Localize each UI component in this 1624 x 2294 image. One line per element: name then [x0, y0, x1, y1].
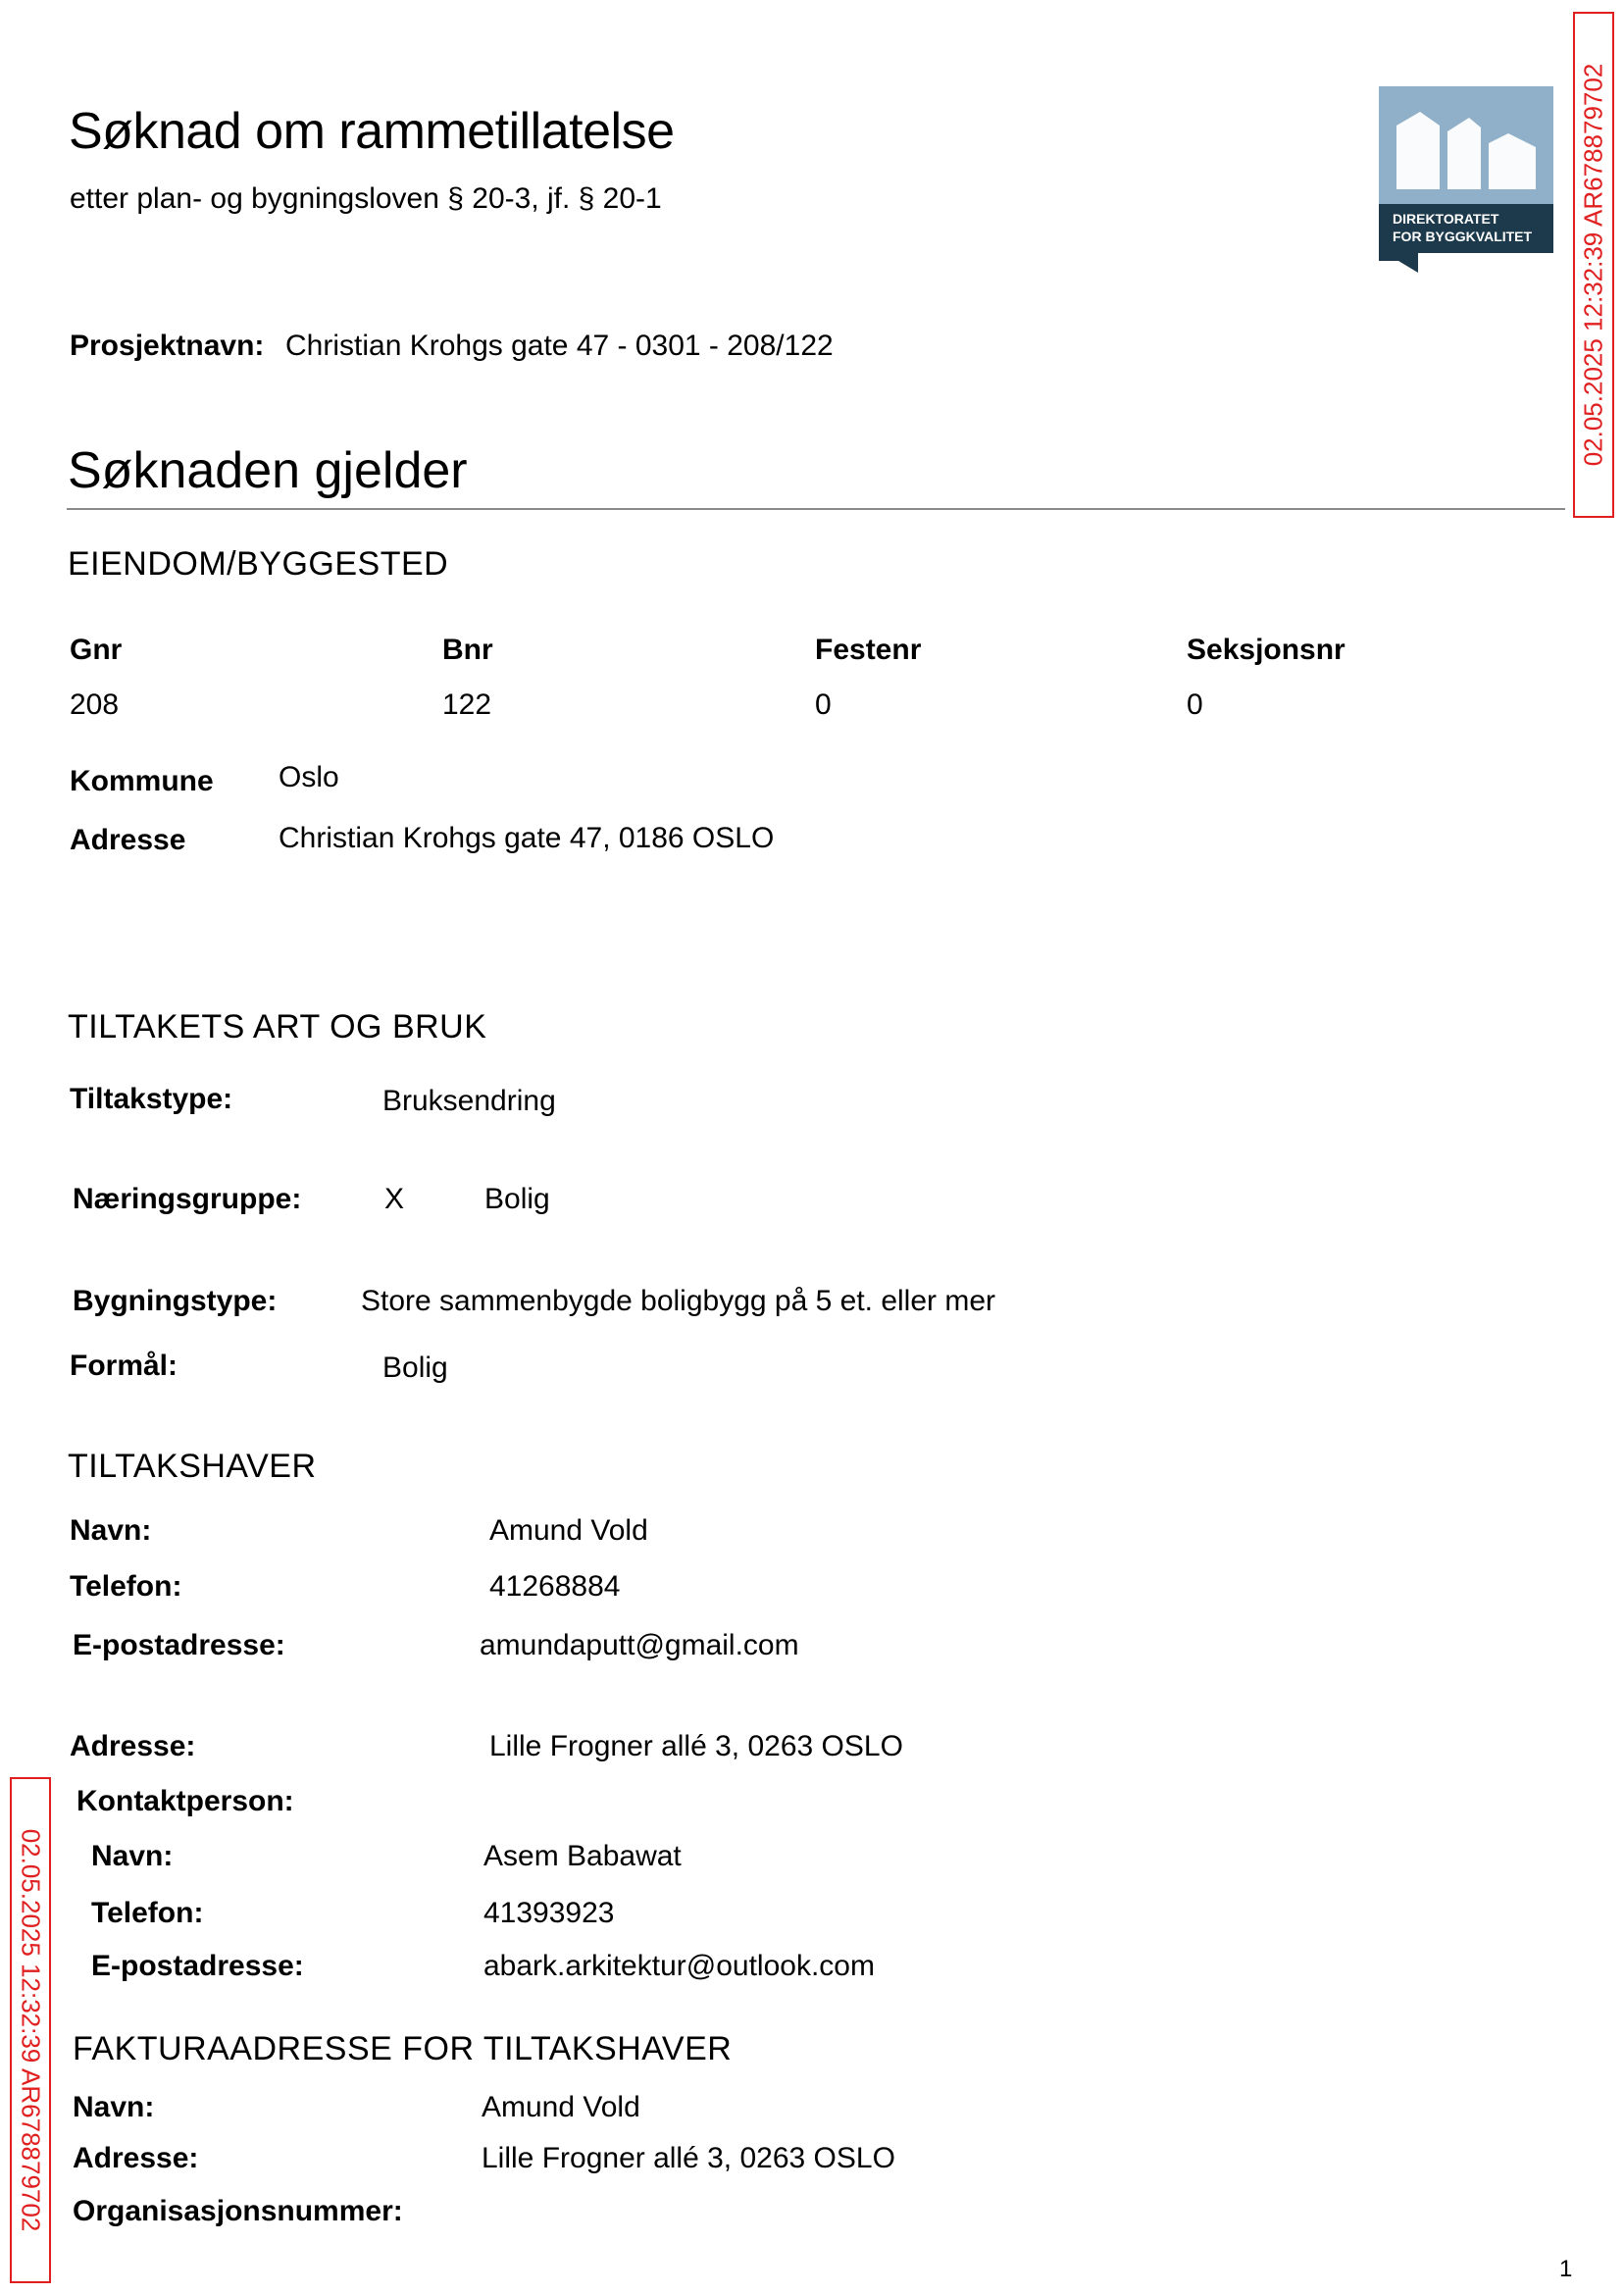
formal-value: Bolig — [382, 1351, 448, 1384]
project-value: Christian Krohgs gate 47 - 0301 - 208/122 — [285, 330, 834, 362]
section-divider — [67, 508, 1565, 510]
document-subtitle: etter plan- og bygningsloven § 20-3, jf. § 20-1 — [70, 182, 662, 215]
kontaktperson-label: Kontaktperson: — [76, 1785, 294, 1817]
date-stamp-bottom: 02.05.2025 12:32:39 AR678879702 — [10, 1777, 51, 2283]
tiltak-heading: TILTAKETS ART OG BRUK — [68, 1008, 487, 1045]
faktura-org-label: Organisasjonsnummer: — [73, 2195, 403, 2227]
faktura-navn-value: Amund Vold — [482, 2091, 640, 2123]
faktura-adresse-label: Adresse: — [73, 2142, 199, 2174]
tiltakshaver-navn-value: Amund Vold — [489, 1514, 648, 1547]
dibk-logo — [1379, 86, 1553, 273]
tiltakshaver-epost-value: amundaputt@gmail.com — [480, 1629, 799, 1661]
bygningstype-label: Bygningstype: — [73, 1285, 278, 1317]
eiendom-heading: EIENDOM/BYGGESTED — [68, 545, 449, 583]
tiltakstype-value: Bruksendring — [382, 1085, 556, 1117]
kontakt-epost-value: abark.arkitektur@outlook.com — [483, 1950, 875, 1982]
tiltakshaver-epost-label: E-postadresse: — [73, 1629, 285, 1661]
page-number: 1 — [1559, 2256, 1573, 2282]
kontakt-epost-label: E-postadresse: — [91, 1950, 304, 1982]
naeringsgruppe-code: X — [384, 1183, 405, 1215]
formal-label: Formål: — [70, 1350, 178, 1382]
kommune-value: Oslo — [279, 761, 339, 793]
tiltakstype-label: Tiltakstype: — [70, 1083, 233, 1115]
kontakt-navn-label: Navn: — [91, 1840, 174, 1872]
adresse-value: Christian Krohgs gate 47, 0186 OSLO — [279, 822, 775, 854]
tiltakshaver-heading: TILTAKSHAVER — [68, 1448, 317, 1485]
tiltakshaver-adresse-value: Lille Frogner allé 3, 0263 OSLO — [489, 1730, 903, 1762]
tiltakshaver-adresse-label: Adresse: — [70, 1730, 196, 1762]
faktura-heading: FAKTURAADRESSE FOR TILTAKSHAVER — [73, 2030, 733, 2067]
svg-text:FOR BYGGKVALITET: FOR BYGGKVALITET — [1393, 229, 1533, 244]
tiltakshaver-telefon-label: Telefon: — [70, 1570, 182, 1603]
bnr-value: 122 — [442, 688, 492, 721]
kommune-label: Kommune — [70, 765, 214, 797]
faktura-adresse-value: Lille Frogner allé 3, 0263 OSLO — [482, 2142, 895, 2174]
festenr-label: Festenr — [815, 634, 922, 666]
tiltakshaver-telefon-value: 41268884 — [489, 1570, 621, 1603]
naeringsgruppe-value: Bolig — [484, 1183, 550, 1215]
document-title: Søknad om rammetillatelse — [69, 103, 675, 160]
adresse-label: Adresse — [70, 824, 186, 856]
kontakt-navn-value: Asem Babawat — [483, 1840, 682, 1872]
seksjonsnr-label: Seksjonsnr — [1187, 634, 1345, 666]
tiltakshaver-navn-label: Navn: — [70, 1514, 152, 1547]
svg-text:DIREKTORATET: DIREKTORATET — [1393, 211, 1499, 227]
seksjonsnr-value: 0 — [1187, 688, 1203, 721]
date-stamp-top: 02.05.2025 12:32:39 AR678879702 — [1573, 12, 1614, 518]
section-title: Søknaden gjelder — [68, 442, 468, 499]
faktura-navn-label: Navn: — [73, 2091, 155, 2123]
bnr-label: Bnr — [442, 634, 493, 666]
festenr-value: 0 — [815, 688, 832, 721]
kontakt-telefon-value: 41393923 — [483, 1897, 615, 1929]
gnr-label: Gnr — [70, 634, 123, 666]
naeringsgruppe-label: Næringsgruppe: — [73, 1183, 302, 1215]
project-label: Prosjektnavn: — [70, 330, 265, 362]
kontakt-telefon-label: Telefon: — [91, 1897, 204, 1929]
bygningstype-value: Store sammenbygde boligbygg på 5 et. eller mer — [361, 1285, 996, 1317]
gnr-value: 208 — [70, 688, 120, 721]
